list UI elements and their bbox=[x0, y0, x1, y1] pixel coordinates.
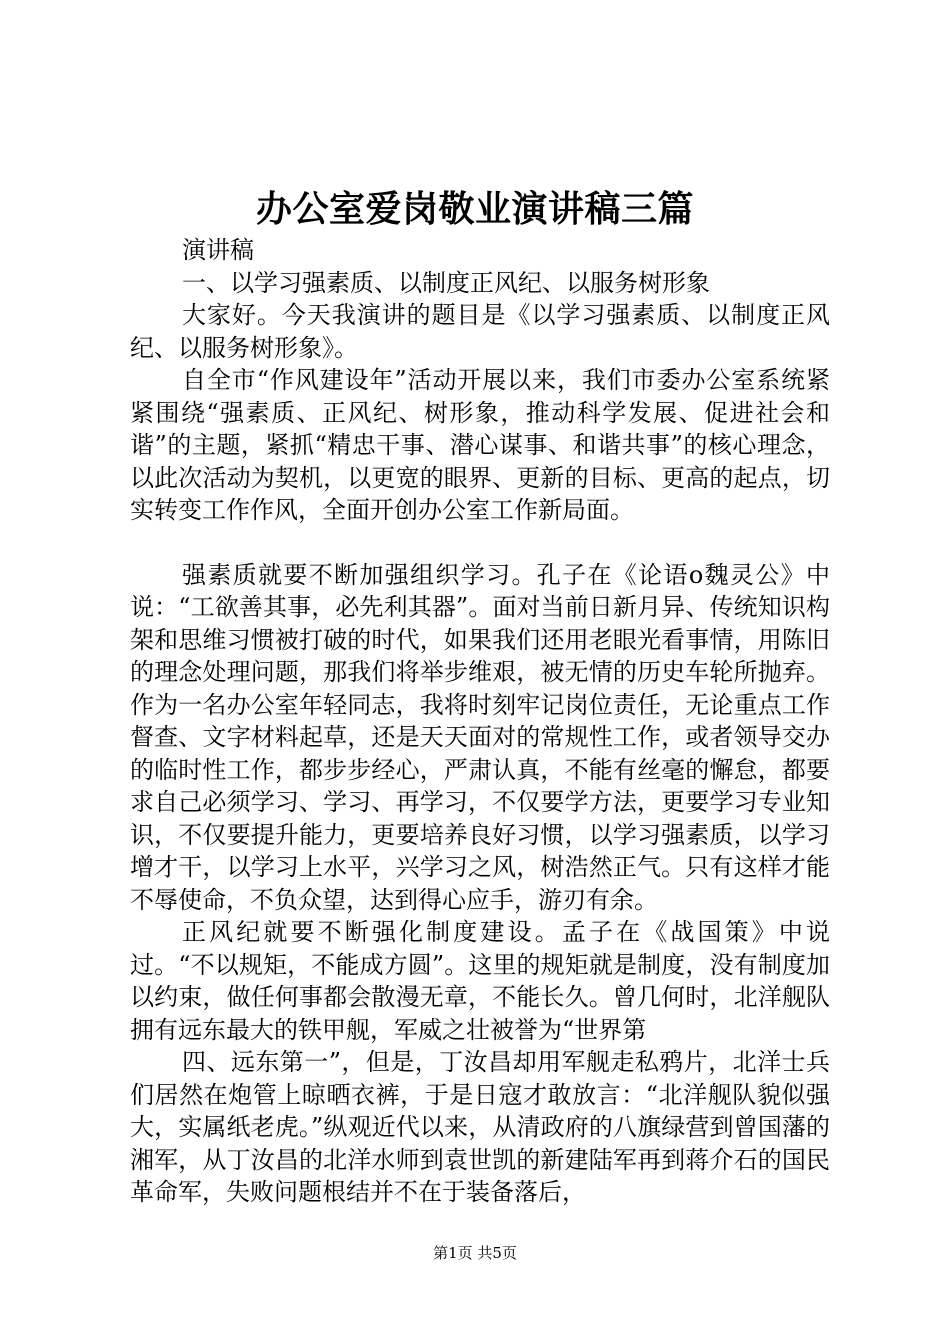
paragraph-continuation: 四、远东第一”，但是，丁汝昌却用军舰走私鸦片，北洋士兵们居然在炮管上晾晒衣裤，于是日寇才敢放言：“北洋舰队貌似强大，实属纸老虎。”纵观近代以来，从清政府的八旗绿营到曾国藩的湘军，从丁汝昌的北洋水师到袁世凯的新建陆军再到蒋介石的国民革命军，失败问题根结并不在于装备落后， bbox=[130, 1048, 830, 1206]
paragraph-section-heading: 一、以学习强素质、以制度正风纪、以服务树形象 bbox=[182, 268, 710, 297]
paragraph-study: 强素质就要不断加强组织学习。孔子在《论语o魏灵公》中说：“工欲善其事，必先利其器”。面对当前日新月异、传统知识构架和思维习惯被打破的时代，如果我们还用老眼光看事情，用陈旧的理念处理问题，那我们将举步维艰，被无情的历史车轮所抛弃。作为一名办公室年轻同志，我将时刻牢记岗位责任，无论重点工作督查、文字材料起草，还是天天面对的常规性工作，或者领导交办的临时性工作，都步步经心，严肃认真，不能有丝毫的懈怠，都要求自己必须学习、学习、再学习，不仅要学方法，更要学习专业知识，不仅要提升能力，更要培养良好习惯，以学习强素质，以学习增才干，以学习上水平，兴学习之风，树浩然正气。只有这样才能不辱使命，不负众望，达到得心应手，游刃有余。 bbox=[130, 560, 830, 914]
paragraph-greeting: 大家好。今天我演讲的题目是《以学习强素质、以制度正风纪、以服务树形象》。 bbox=[130, 301, 830, 362]
paragraph-spacer bbox=[130, 527, 830, 559]
document-title: 办公室爱岗敬业演讲稿三篇 bbox=[255, 188, 694, 230]
document-body bbox=[130, 234, 830, 1209]
paragraph-intro: 自全市“作风建设年”活动开展以来，我们市委办公室系统紧紧围绕“强素质、正风纪、树形象，推动科学发展、促进社会和谐”的主题，紧抓“精忠干事、潜心谋事、和谐共事”的核心理念，以此次活动为契机，以更宽的眼界、更新的目标、更高的起点，切实转变工作作风，全面开创办公室工作新局面。 bbox=[130, 366, 830, 524]
paragraph-subtitle: 演讲稿 bbox=[182, 236, 254, 264]
page-footer: 第1页 共5页 bbox=[433, 1244, 517, 1262]
paragraph-discipline: 正风纪就要不断强化制度建设。孟子在《战国策》中说过。“不以规矩，不能成方圆”。这里的规矩就是制度，没有制度加以约束，做任何事都会散漫无章，不能长久。曾几何时，北洋舰队拥有远东最大的铁甲舰，军威之壮被誉为“世界第 bbox=[130, 918, 830, 1044]
